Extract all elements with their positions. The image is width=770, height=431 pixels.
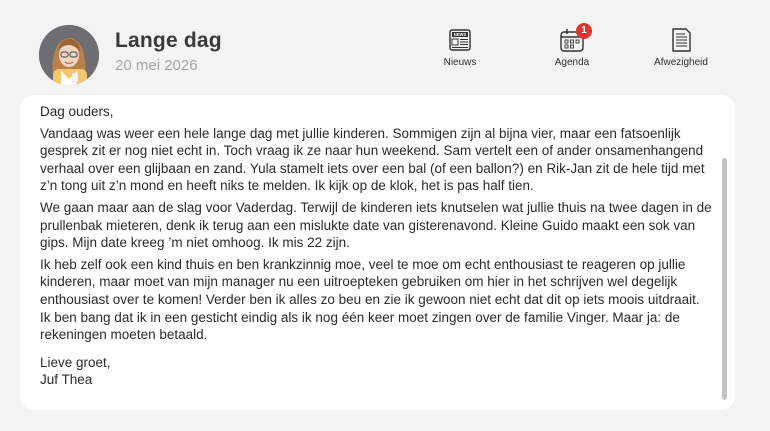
- message-header: [0, 0, 770, 90]
- nav-agenda-label: Agenda: [554, 57, 590, 68]
- message-greeting: Dag ouders,: [40, 104, 114, 119]
- nav-nieuws-label: Nieuws: [443, 57, 477, 68]
- svg-text:NEWS: NEWS: [453, 32, 467, 38]
- nav-nieuws[interactable]: [420, 26, 500, 68]
- teacher-avatar: [39, 25, 99, 85]
- message-closing: Lieve groet,: [40, 354, 111, 370]
- message-card: [20, 95, 735, 410]
- message-paragraph: We gaan maar aan de slag voor Vaderdag. Terwijl de kinderen iets knutselen wat jullie thuis na twee dagen in de prullenbak mieteren, denk ik terug aan een mislukte date van gisterenavond. Kleine Guido maakt een sok van gips. Mijn date kreeg ’m niet omhoog. Ik mis 22 zijn.: [40, 199, 712, 251]
- newspaper-icon: [446, 26, 474, 54]
- agenda-badge: 1: [576, 23, 592, 39]
- nav-afwezigheid-label: Afwezigheid: [654, 57, 708, 68]
- nav-afwezigheid[interactable]: [641, 26, 721, 68]
- calendar-icon: [558, 26, 586, 54]
- message-date: 20 mei 2026: [115, 57, 198, 74]
- message-paragraph: Ik heb zelf ook een kind thuis en ben krankzinnig moe, veel te moe om echt enthousiast te reageren op jullie kinderen, maar moet van mijn manager nu een uitroepteken gebruiken om hier in het schrijven wel degelijk enthousiast over te komen! Verder ben ik alles zo beu en zie ik gewoon niet echt dat dit op iets moois uitdraait.: [40, 256, 700, 307]
- message-signature: Juf Thea: [40, 372, 93, 388]
- page-title: Lange dag: [115, 29, 222, 52]
- document-list-icon: [667, 26, 695, 54]
- nav-agenda[interactable]: [532, 26, 612, 68]
- message-paragraph: Ik ben bang dat ik in een gesticht eindig als ik nog één keer moet zingen over de familie Vinger. Maar ja: de rekeningen moeten betaald.: [40, 309, 680, 343]
- message-paragraph: Vandaag was weer een hele lange dag met jullie kinderen. Sommigen zijn al bijna vier, maar een fatsoenlijk gesprek zit er nog niet echt in. Toch vraag ik ze naar hun weekend. Sam vertelt een of ander onsamenhangend verhaal over een glijbaan en zand. Yula stamelt iets over een bal (of een ballon?) en Rik-Jan zit de hele tijd met z’n tong uit z’n mond en heeft niks te melden. Ik kijk op de klok, het is pas half tien.: [40, 125, 705, 194]
- message-body: [40, 103, 715, 393]
- message-scrollbar[interactable]: [722, 158, 727, 400]
